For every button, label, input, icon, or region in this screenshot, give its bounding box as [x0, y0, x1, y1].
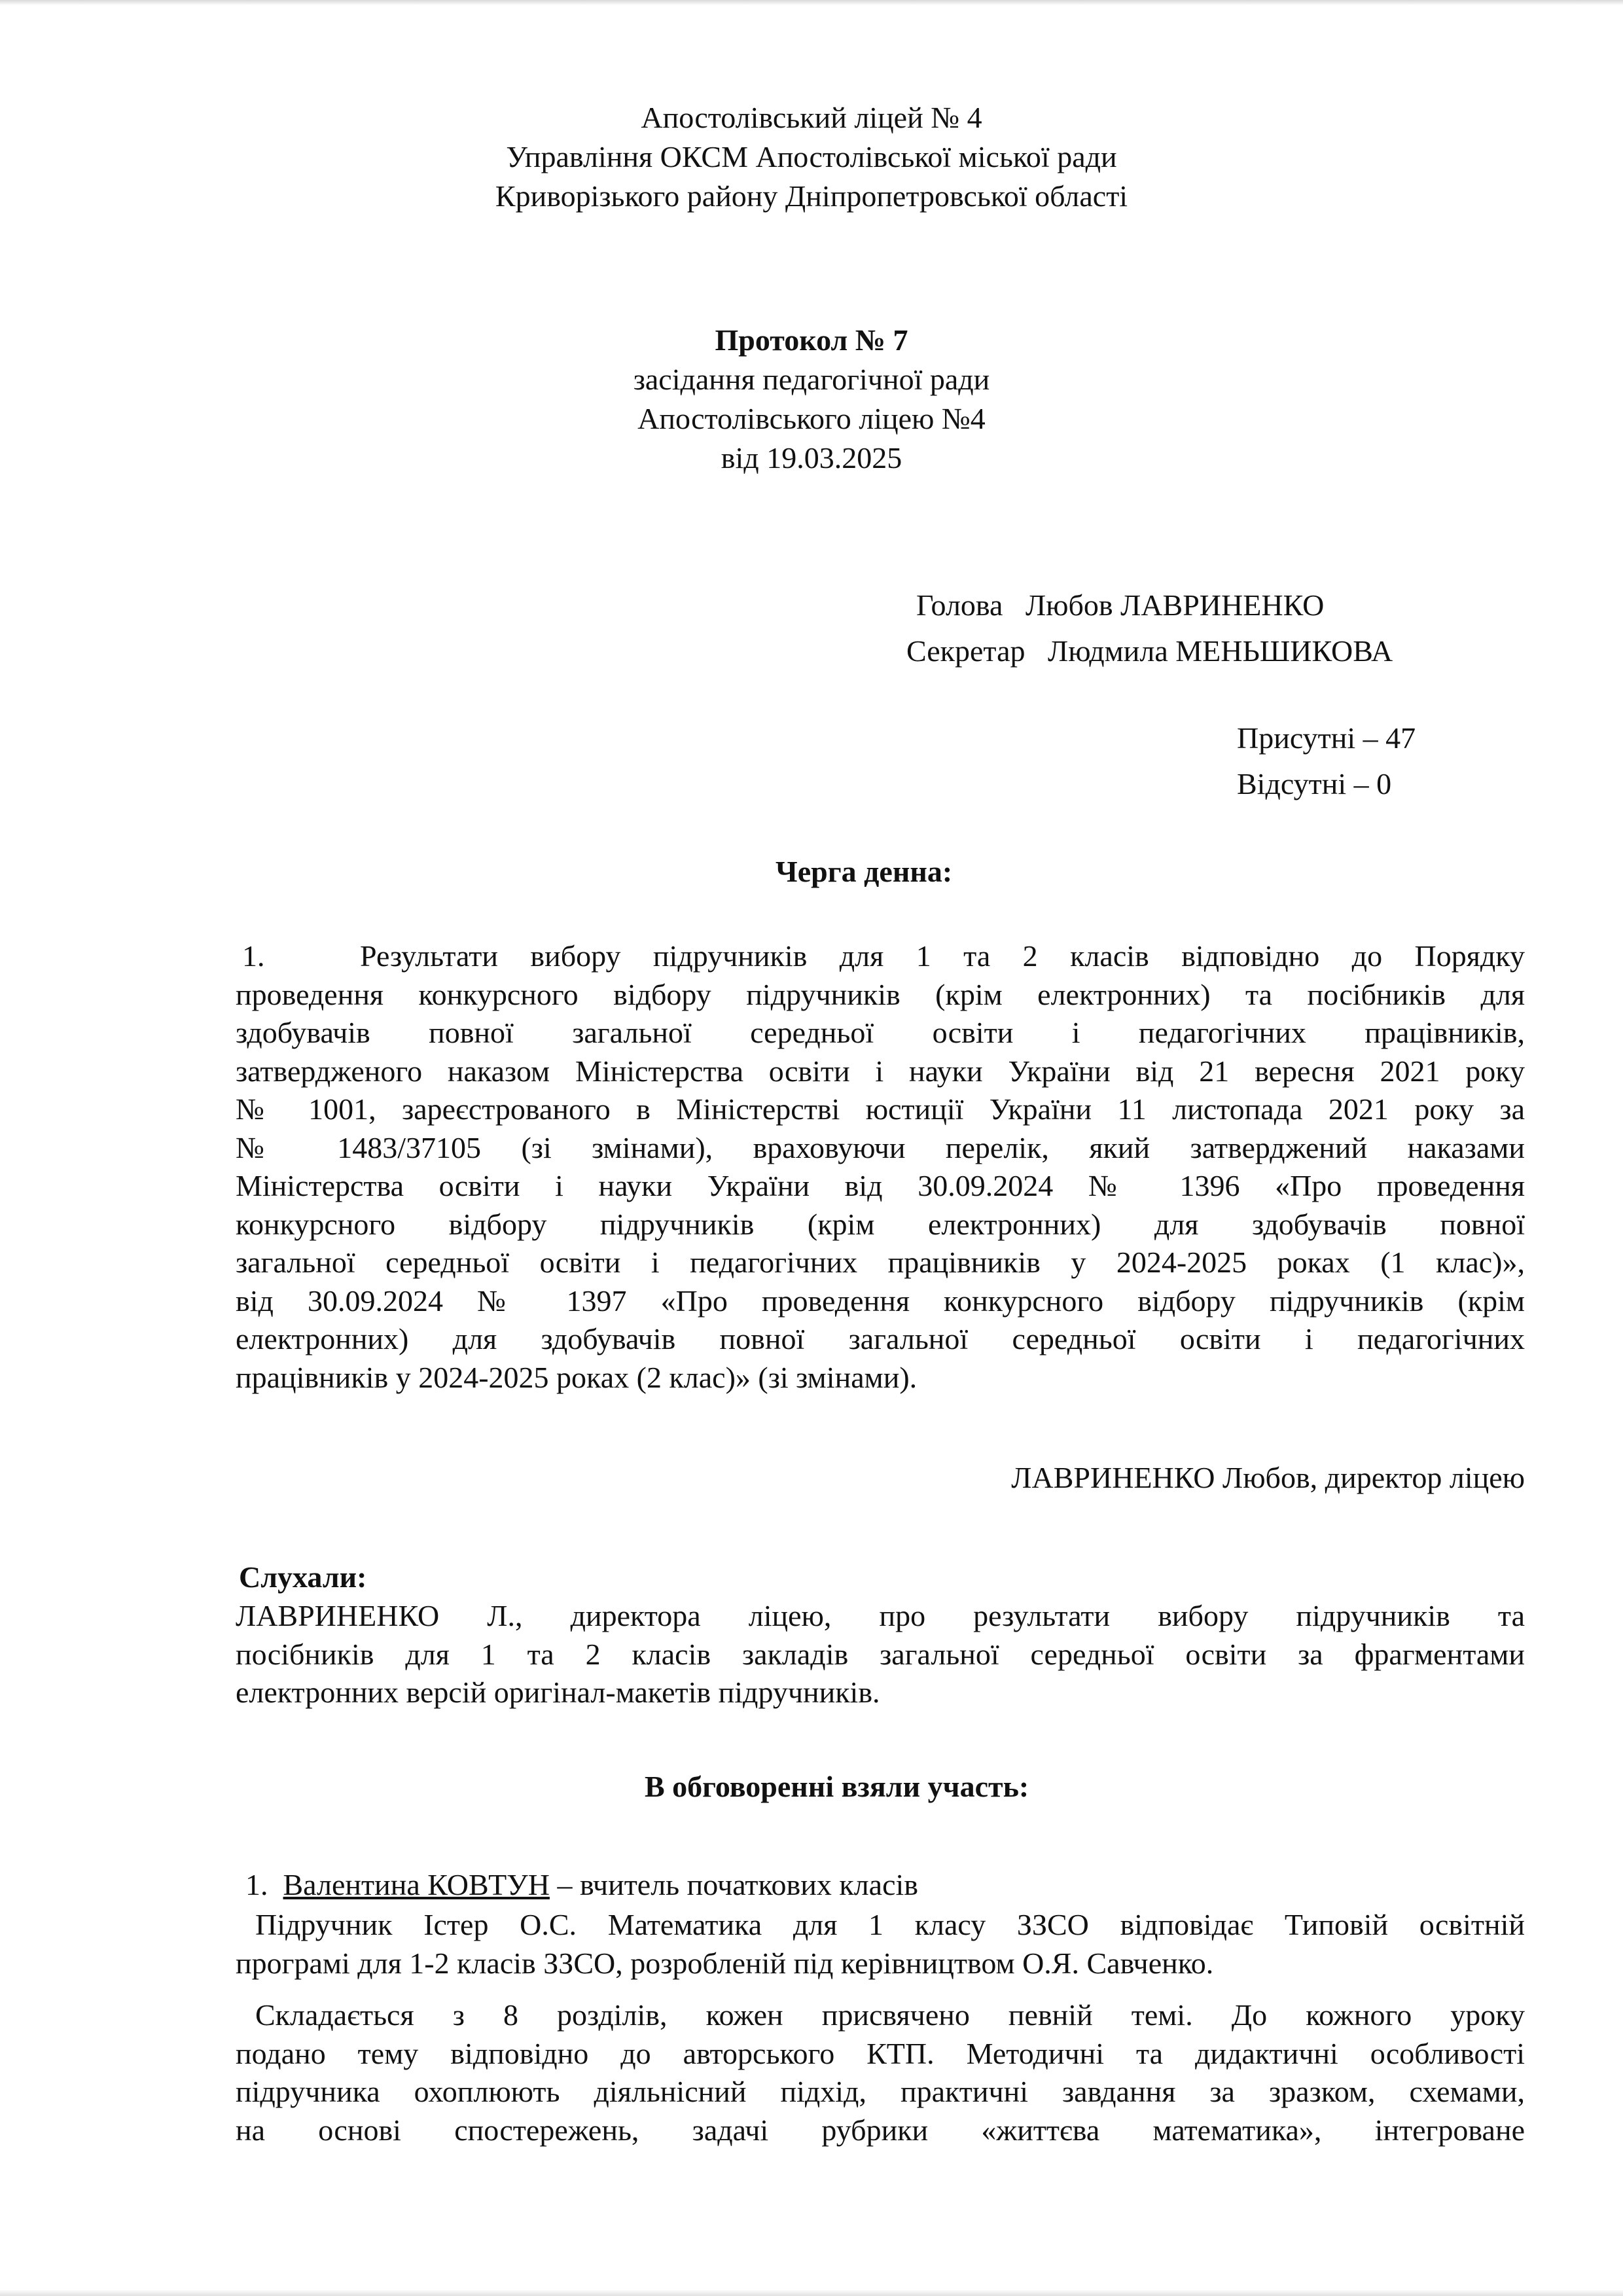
- participant-name: Валентина КОВТУН: [283, 1868, 550, 1901]
- participant-line: [245, 1865, 918, 1905]
- chair-name: Любов ЛАВРИНЕНКО: [1025, 588, 1325, 622]
- protocol-title: Протокол № 7: [715, 323, 908, 357]
- secretary-role: Секретар: [906, 634, 1026, 668]
- heard-paragraph: [236, 1597, 1525, 1712]
- heard-line: ЛАВРИНЕНКО Л., директора ліцею, про результати вибору підручників та: [236, 1599, 1525, 1632]
- agenda-speaker: ЛАВРИНЕНКО Любов, директор ліцею: [1011, 1461, 1525, 1494]
- agenda-line: здобувачів повної загальної середньої освіти і педагогічних працівників,: [236, 1016, 1525, 1049]
- header-line-3: Криворізького району Дніпропетровської області: [495, 179, 1128, 213]
- discussion-line: на основі спостережень, задачі рубрики «життєва математика», інтегроване: [236, 2113, 1525, 2147]
- agenda-line: № 1483/37105 (зі змінами), враховуючи перелік, який затверджений наказами: [236, 1130, 1525, 1164]
- agenda-line: проведення конкурсного відбору підручників (крім електронних) та посібників для: [236, 977, 1525, 1011]
- attendance-present: Присутні – 47: [1237, 721, 1416, 755]
- agenda-line: Результати вибору підручників для 1 та 2 класів відповідно до Порядку: [360, 939, 1525, 973]
- discussion-line: підручника охоплюють діяльнісний підхід, практичні завдання за зразком, схемами,: [236, 2075, 1525, 2108]
- discussion-paragraph-1: [236, 1906, 1525, 1982]
- chair-role: Голова: [916, 588, 1003, 622]
- protocol-subtitle-1: засідання педагогічної ради: [633, 363, 990, 396]
- agenda-line: конкурсного відбору підручників (крім електронних) для здобувачів повної: [236, 1207, 1525, 1241]
- discussion-line: програмі для 1-2 класів ЗЗСО, розробленій під керівництвом О.Я. Савченко.: [236, 1946, 1214, 1980]
- heard-line: електронних версій оригінал-макетів підручників.: [236, 1676, 880, 1709]
- scan-bottom-edge: [0, 2289, 1623, 2296]
- agenda-line: затвердженого наказом Міністерства освіти і науки України від 21 вересня 2021 року: [236, 1054, 1525, 1088]
- discussion-line: Складається з 8 розділів, кожен присвячено певній темі. До кожного уроку: [255, 1998, 1525, 2032]
- agenda-item-number: 1.: [242, 939, 265, 973]
- agenda-line: № 1001, зареєстрованого в Міністерстві юстиції України 11 листопада 2021 року за: [236, 1092, 1525, 1126]
- secretary-name: Людмила МЕНЬШИКОВА: [1048, 634, 1393, 668]
- protocol-title-block: [196, 321, 1427, 478]
- institution-header: [196, 98, 1427, 216]
- heard-line: посібників для 1 та 2 класів закладів загальної середньої освіти за фрагментами: [236, 1637, 1525, 1671]
- heard-heading: Слухали:: [239, 1560, 367, 1594]
- discussion-heading: В обговоренні взяли участь:: [645, 1770, 1029, 1803]
- agenda-line: від 30.09.2024 № 1397 «Про проведення конкурсного відбору підручників (крім: [236, 1283, 1525, 1318]
- protocol-date: від 19.03.2025: [721, 441, 902, 475]
- protocol-subtitle-2: Апостолівського ліцею №4: [637, 402, 986, 435]
- attendance-absent: Відсутні – 0: [1237, 767, 1392, 800]
- participant-role: – вчитель початкових класів: [549, 1868, 919, 1901]
- discussion-paragraph-2: [236, 1996, 1525, 2149]
- agenda-line: Міністерства освіти і науки України від 30.09.2024 № 1396 «Про проведення: [236, 1169, 1525, 1202]
- discussion-line: подано тему відповідно до авторського КТП. Методичні та дидактичні особливості: [236, 2036, 1525, 2070]
- agenda-first-line: [236, 937, 1525, 976]
- agenda-line: працівників у 2024-2025 роках (2 клас)» (зі змінами).: [236, 1360, 918, 1394]
- scan-top-edge: [0, 0, 1623, 5]
- chair-line: [916, 586, 1324, 625]
- agenda-line: електронних) для здобувачів повної загальної середньої освіти і педагогічних: [236, 1322, 1525, 1355]
- agenda-heading: Черга денна:: [776, 855, 953, 888]
- agenda-item-1: [236, 937, 1525, 1397]
- participant-number: 1.: [245, 1868, 268, 1901]
- header-line-1: Апостолівський ліцей № 4: [641, 101, 982, 134]
- secretary-line: [906, 632, 1393, 671]
- header-line-2: Управління ОКСМ Апостолівської міської ради: [506, 140, 1117, 173]
- agenda-line: загальної середньої освіти і педагогічних працівників у 2024-2025 роках (1 клас)»,: [236, 1246, 1525, 1279]
- discussion-line: Підручник Істер О.С. Математика для 1 класу ЗЗСО відповідає Типовій освітній: [255, 1908, 1525, 1941]
